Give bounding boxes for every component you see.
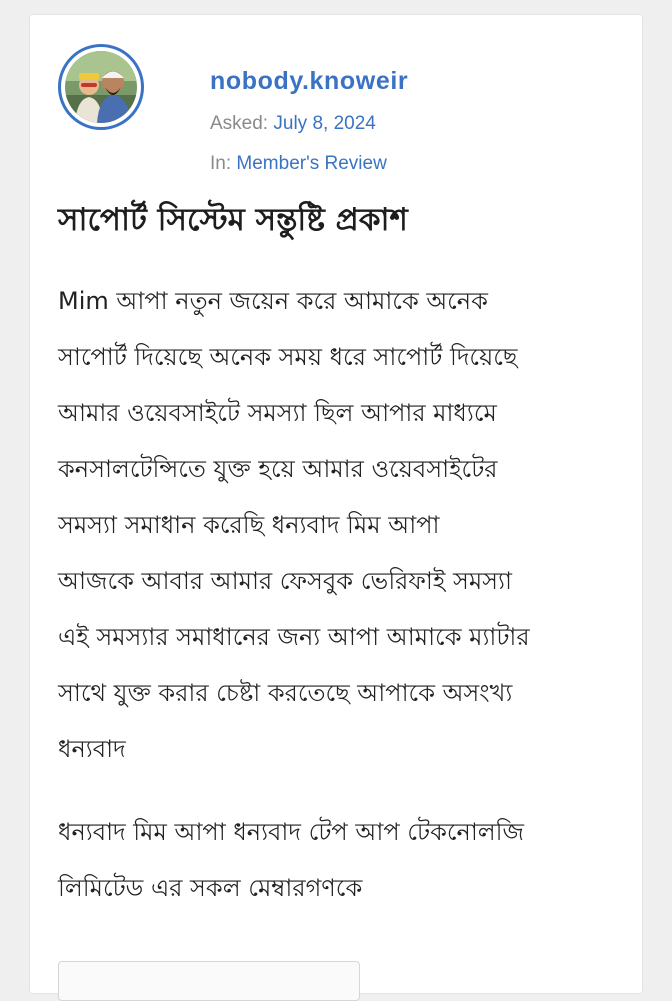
category-link[interactable]: Member's Review bbox=[236, 153, 387, 174]
body-line: কনসালটেন্সিতে যুক্ত হয়ে আমার ওয়েবসাইটের bbox=[58, 455, 498, 483]
body-line: এই সমস্যার সমাধানের জন্য আপা আমাকে ম্যাটার bbox=[58, 623, 530, 651]
author-avatar[interactable] bbox=[58, 44, 144, 130]
question-card bbox=[29, 14, 643, 994]
question-body-paragraph-1 bbox=[58, 273, 618, 777]
body-line: লিমিটেড এর সকল মেম্বারগণকে bbox=[58, 874, 363, 902]
body-line: আমার ওয়েবসাইটে সমস্যা ছিল আপার মাধ্যমে bbox=[58, 399, 497, 427]
body-line: আজকে আবার আমার ফেসবুক ভেরিফাই সমস্যা bbox=[58, 567, 512, 595]
asked-label: Asked: bbox=[210, 113, 269, 134]
body-line: সাথে যুক্ত করার চেষ্টা করতেছে আপাকে অসংখ্য bbox=[58, 679, 513, 707]
asked-date-link[interactable]: July 8, 2024 bbox=[273, 113, 376, 134]
category-meta bbox=[210, 153, 387, 175]
body-line: ধন্যবাদ মিম আপা ধন্যবাদ টেপ আপ টেকনোলজি bbox=[58, 818, 525, 846]
body-line: ধন্যবাদ bbox=[58, 735, 126, 763]
question-title: সাপোর্ট সিস্টেম সন্তুষ্টি প্রকাশ bbox=[58, 202, 408, 238]
avatar-photo bbox=[65, 51, 137, 123]
avatar-photo-image bbox=[65, 51, 137, 123]
question-body-paragraph-2 bbox=[58, 804, 618, 916]
body-line: Mim আপা নতুন জয়েন করে আমাকে অনেক bbox=[58, 287, 488, 315]
body-line: সাপোর্ট দিয়েছে অনেক সময় ধরে সাপোর্ট দিয়েছে bbox=[58, 343, 518, 371]
asked-meta bbox=[210, 113, 376, 135]
author-username-link[interactable]: nobody.knoweir bbox=[210, 67, 409, 95]
body-line: সমস্যা সমাধান করেছি ধন্যবাদ মিম আপা bbox=[58, 511, 440, 539]
category-label: In: bbox=[210, 153, 232, 174]
action-button-partial[interactable] bbox=[58, 961, 360, 1001]
